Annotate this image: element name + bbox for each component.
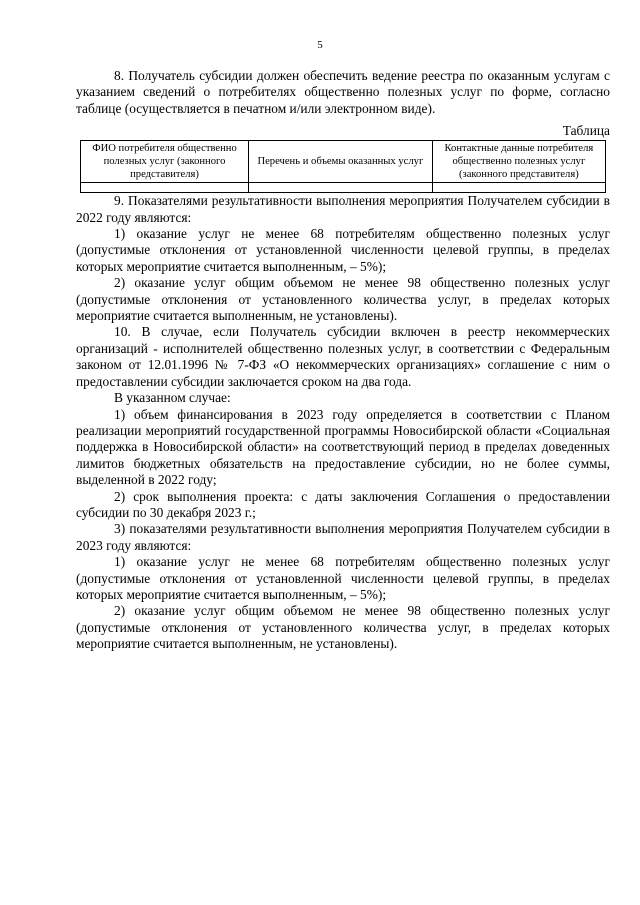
paragraph-10-item-1: 1) объем финансирования в 2023 году определяется в соответствии с Планом реализации мероприятий государственной программы Новосибирской области «Социальная поддержка в Новосибирской области» на соответствующий период в пределах доведенных лимитов бюджетных обязательств на предоставление субсидии, но не более суммы, выделенной в 2022 году; — [76, 406, 610, 488]
page-number: 5 — [317, 39, 323, 51]
paragraph-10-subitem-1: 1) оказание услуг не менее 68 потребителям общественно полезных услуг (допустимые отклонения от установленной численности целевой группы, в пределах которых мероприятие считается выполненным, – 5%); — [76, 554, 610, 602]
header-services-list: Перечень и объемы оказанных услуг — [249, 141, 433, 183]
paragraph-9-item-1: 1) оказание услуг не менее 68 потребителям общественно полезных услуг (допустимые отклонения от установленной численности целевой группы, в пределах которых мероприятие считается выполненным, – 5%); — [76, 226, 610, 274]
table-row — [81, 183, 606, 193]
header-consumer-name: ФИО потребителя общественно полезных услуг (законного представителя) — [81, 141, 249, 183]
paragraph-10: 10. В случае, если Получатель субсидии включен в реестр некоммерческих организаций - исполнителей общественно полезных услуг, в соответствии с Федеральным законом от 12.01.1996 № 7-ФЗ «О некоммерческих организациях» соглашение с ним о предоставлении субсидии заключается сроком на два года. — [76, 324, 610, 389]
document-body — [76, 68, 610, 653]
paragraph-8: 8. Получатель субсидии должен обеспечить ведение реестра по оказанным услугам с указанием сведений о потребителях общественно полезных услуг по форме, согласно таблице (осуществляется в печатном и/или электронном виде). — [76, 68, 610, 116]
paragraph-10-subitem-2: 2) оказание услуг общим объемом не менее 98 общественно полезных услуг (допустимые отклонения от установленного количества услуг, в пределах которых мероприятие считается выполненным, не установлены). — [76, 603, 610, 652]
paragraph-9-intro: 9. Показателями результативности выполнения мероприятия Получателем субсидии в 2022 году являются: — [76, 193, 610, 225]
table-cell — [81, 183, 249, 193]
table-cell — [249, 183, 433, 193]
paragraph-10-item-3: 3) показателями результативности выполнения мероприятия Получателем субсидии в 2023 году являются: — [76, 521, 610, 553]
paragraph-10-item-2: 2) срок выполнения проекта: с даты заключения Соглашения о предоставлении субсидии по 30 декабря 2023 г.; — [76, 488, 610, 520]
table-header-row — [81, 141, 606, 183]
paragraph-9-item-2: 2) оказание услуг общим объемом не менее 98 общественно полезных услуг (допустимые отклонения от установленного количества услуг, в пределах которых мероприятие считается выполненным, не установлены). — [76, 275, 610, 324]
table-caption: Таблица — [562, 123, 610, 139]
registry-table — [80, 140, 606, 193]
paragraph-10-in-case: В указанном случае: — [114, 390, 231, 406]
header-contact-data: Контактные данные потребителя общественно полезных услуг (законного представителя) — [432, 141, 605, 183]
table-cell — [432, 183, 605, 193]
